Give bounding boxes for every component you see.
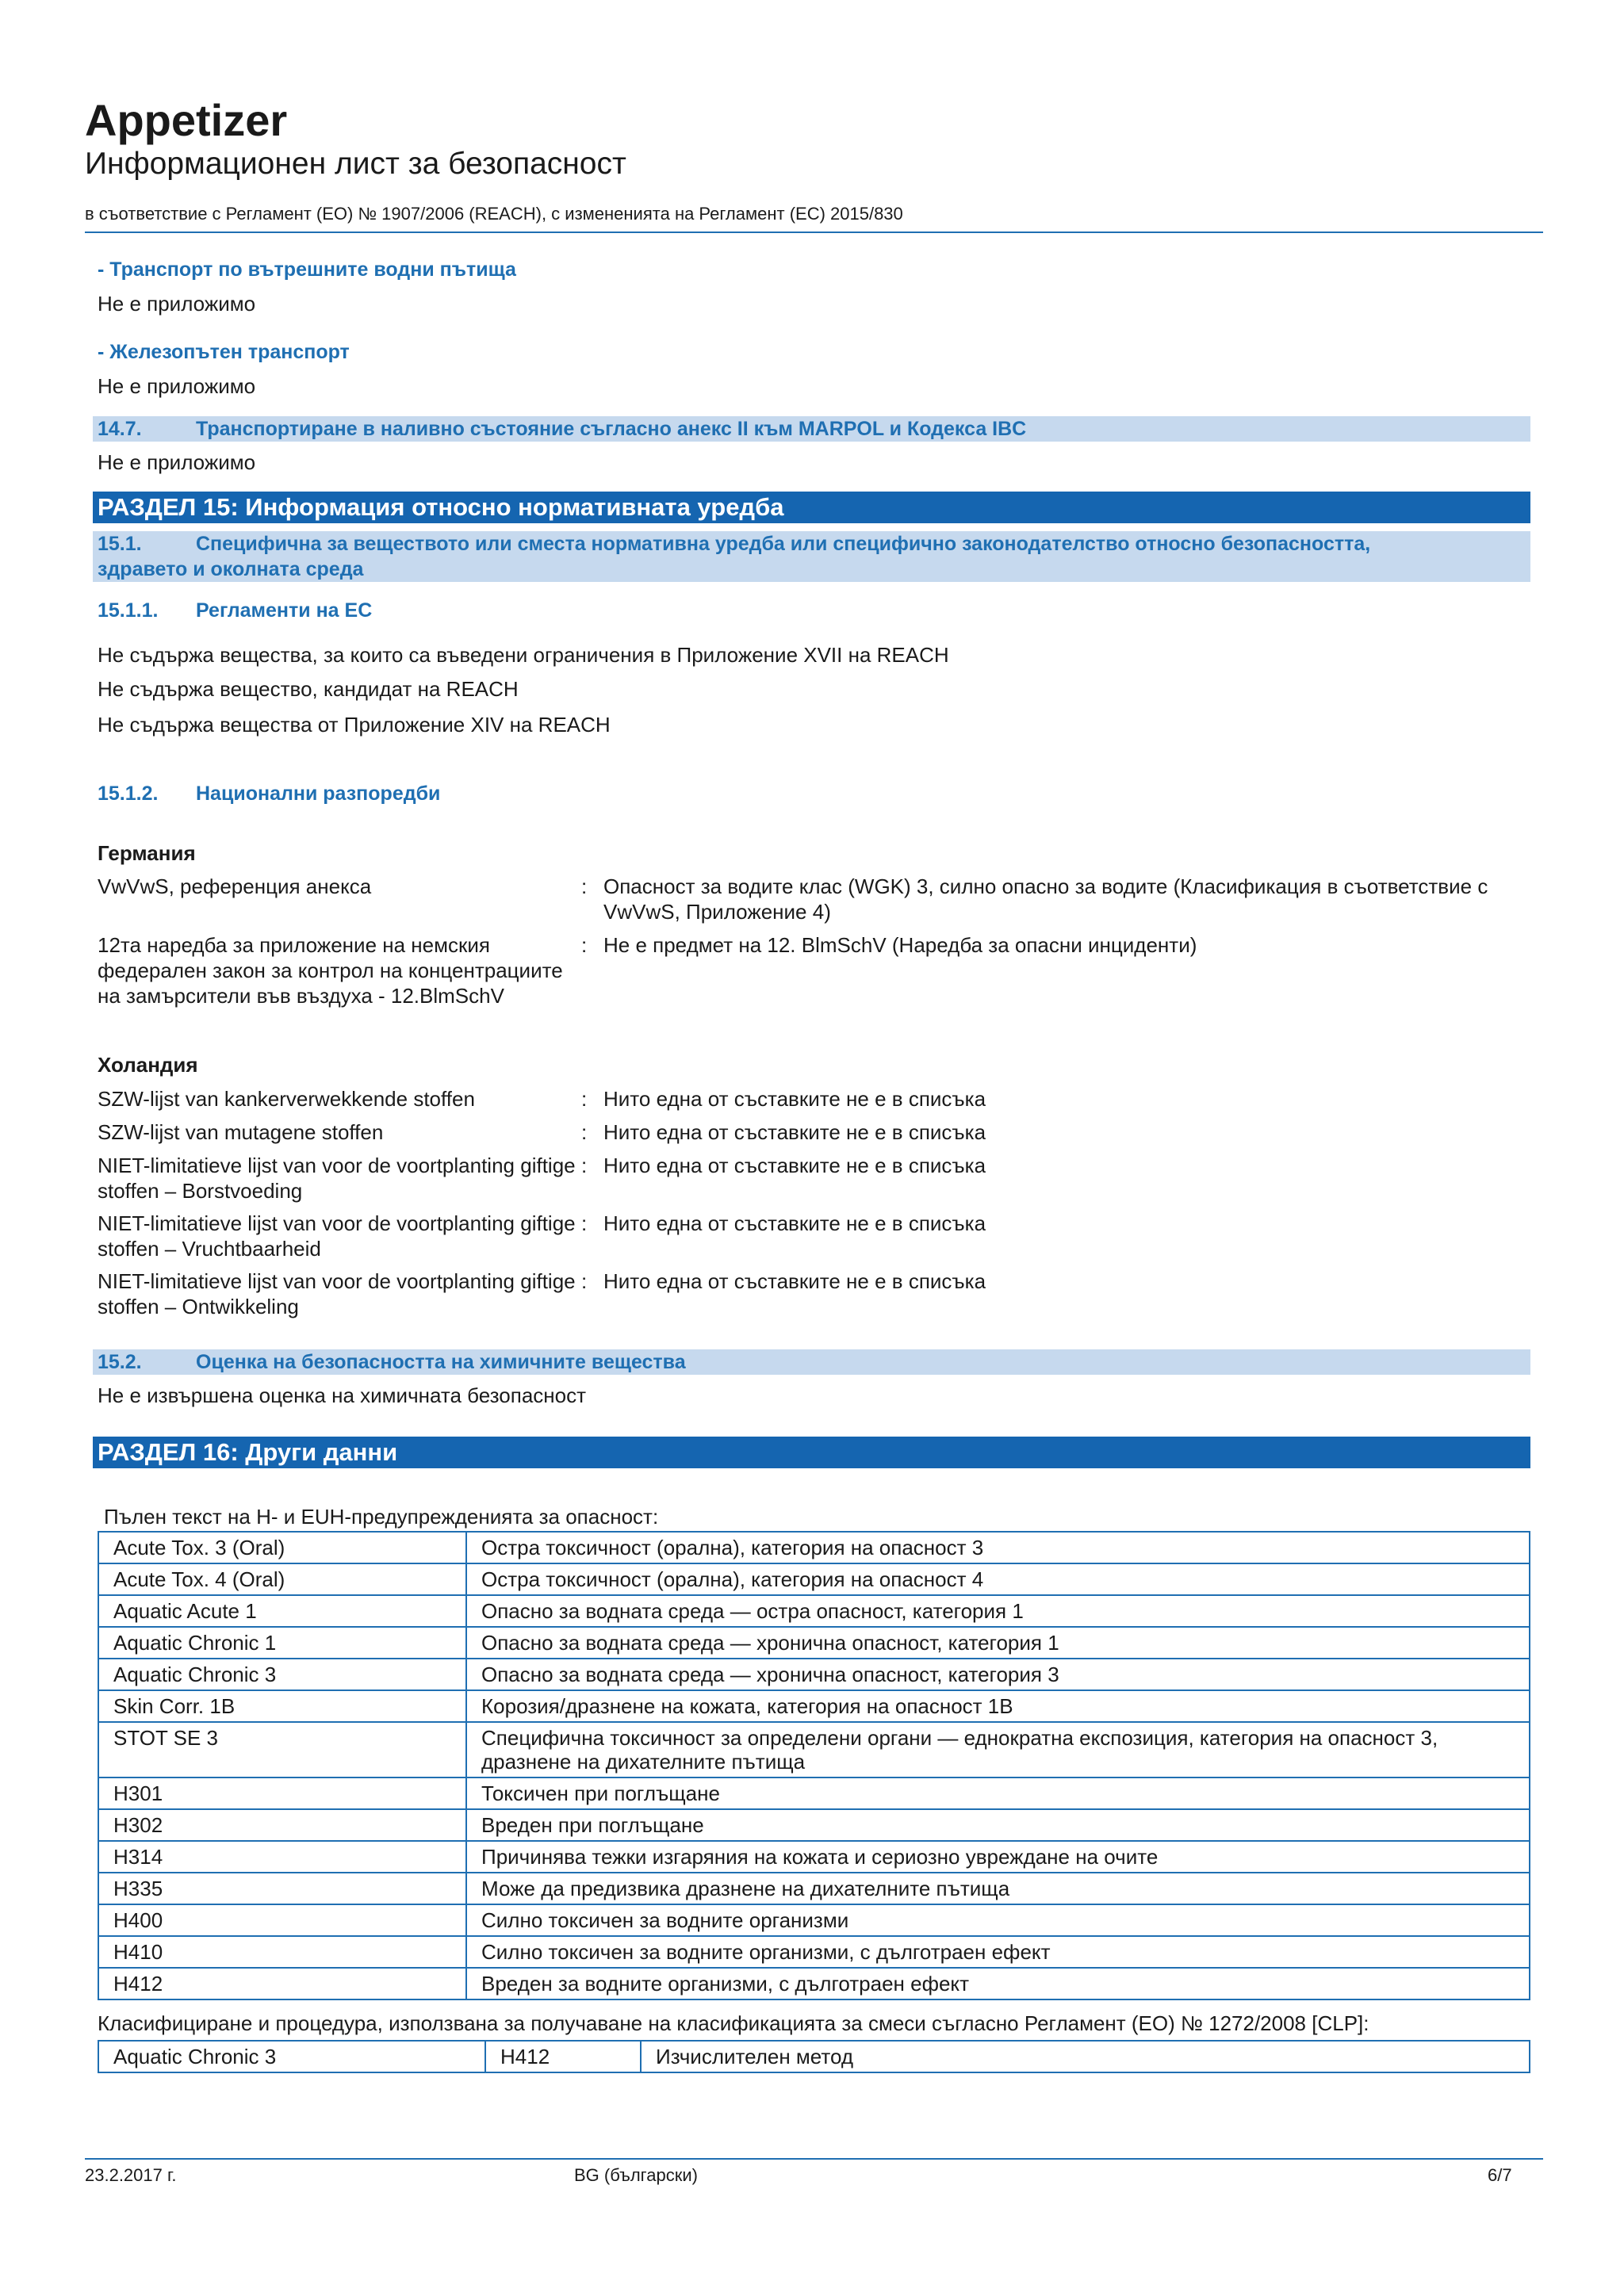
subsection-title-line1: Специфична за веществото или сместа нормативна уредба или специфично законодателство относно безопасността, <box>196 533 1371 555</box>
table-row <box>98 1627 1530 1659</box>
regulation-key: NIET-limitatieve lijst van voor de voortplanting giftige stoffen – Borstvoeding <box>98 1154 576 1203</box>
hazard-text: Специфична токсичност за определени органи — еднократна експозиция, категория на опасност 3, дразнене на дихателните пътища <box>466 1722 1530 1777</box>
hazard-text: Вреден при поглъщане <box>466 1809 1530 1841</box>
hazard-code: Skin Corr. 1B <box>98 1690 466 1722</box>
subsection-title: Транспортиране в наливно състояние съгласно анекс II към MARPOL и Кодекса IBC <box>196 418 1027 440</box>
subsection-14-7-value: Не е приложимо <box>98 450 256 474</box>
hazard-text: Може да предизвика дразнене на дихателните пътища <box>466 1873 1530 1904</box>
header-divider <box>85 232 1543 233</box>
eu-regulation-line: Не съдържа вещества, за които са въведени ограничения в Приложение XVII на REACH <box>98 643 949 667</box>
table-row <box>98 1841 1530 1873</box>
regulation-key: NIET-limitatieve lijst van voor de voortplanting giftige stoffen – Ontwikkeling <box>98 1269 576 1318</box>
hazard-code: H335 <box>98 1873 466 1904</box>
subsection-title: Оценка на безопасността на химичните вещества <box>196 1351 686 1373</box>
regulation-value: Нито една от съставките не е в списъка <box>603 1154 986 1177</box>
table-row <box>98 1904 1530 1936</box>
hazard-text: Токсичен при поглъщане <box>466 1777 1530 1809</box>
h-phrases-table <box>98 1531 1530 2000</box>
hazard-code: Aquatic Chronic 1 <box>98 1627 466 1659</box>
eu-regulation-line: Не съдържа вещества от Приложение XIV на REACH <box>98 713 611 737</box>
section-15-header: РАЗДЕЛ 15: Информация относно нормативната уредба <box>93 492 1530 523</box>
hazard-code: H412 <box>98 1968 466 1999</box>
table-row <box>98 1532 1530 1563</box>
subsection-title-line2: здравето и околната среда <box>98 558 364 580</box>
hazard-code: H314 <box>98 1841 466 1873</box>
table-row <box>98 1722 1530 1777</box>
regulation-value: Нито една от съставките не е в списъка <box>603 1269 986 1293</box>
table-row <box>98 1690 1530 1722</box>
hazard-text: Вреден за водните организми, с дълготраен ефект <box>466 1968 1530 1999</box>
hazard-code: Aquatic Acute 1 <box>98 1595 466 1627</box>
footer-divider <box>85 2158 1543 2160</box>
regulation-value: Нито една от съставките не е в списъка <box>603 1211 986 1235</box>
classification-method: Изчислителен метод <box>641 2041 1530 2072</box>
regulation-note: в съответствие с Регламент (ЕО) № 1907/2006 (REACH), с измененията на Регламент (ЕС) 2015/830 <box>85 204 903 224</box>
hazard-text: Силно токсичен за водните организми <box>466 1904 1530 1936</box>
hazard-text: Остра токсичност (орална), категория на опасност 3 <box>466 1532 1530 1563</box>
colon-separator: : <box>581 1154 588 1177</box>
subsection-title: Регламенти на ЕС <box>196 599 373 622</box>
subsection-14-7-bar <box>93 416 1530 442</box>
hazard-code: H410 <box>98 1936 466 1968</box>
hazard-text: Остра токсичност (орална), категория на опасност 4 <box>466 1563 1530 1595</box>
regulation-value: Опасност за водите клас (WGK) 3, силно опасно за водите (Класификация в съответствие с VwVwS, Приложение 4) <box>603 874 1488 924</box>
subsection-15-2-bar <box>93 1349 1530 1375</box>
table-row <box>98 1968 1530 1999</box>
hazard-text: Опасно за водната среда — остра опасност, категория 1 <box>466 1595 1530 1627</box>
subsection-number: 15.1. <box>98 533 142 555</box>
hazard-code: H302 <box>98 1809 466 1841</box>
table-row <box>98 1659 1530 1690</box>
country-netherlands: Холандия <box>98 1053 198 1077</box>
table-row <box>98 1873 1530 1904</box>
chemical-safety-assessment-value: Не е извършена оценка на химичната безопасност <box>98 1383 587 1407</box>
section-16-header: РАЗДЕЛ 16: Други данни <box>93 1437 1530 1468</box>
regulation-key: VwVwS, референция анекса <box>98 874 372 898</box>
hazard-text: Опасно за водната среда — хронична опасност, категория 1 <box>466 1627 1530 1659</box>
colon-separator: : <box>581 1120 588 1144</box>
table-row <box>98 1809 1530 1841</box>
regulation-value: Нито една от съставките не е в списъка <box>603 1087 986 1111</box>
hazard-text: Корозия/дразнене на кожата, категория на опасност 1B <box>466 1690 1530 1722</box>
hazard-code: H400 <box>98 1904 466 1936</box>
classification-class: Aquatic Chronic 3 <box>98 2041 485 2072</box>
colon-separator: : <box>581 1211 588 1235</box>
document-title: Информационен лист за безопасност <box>85 147 626 181</box>
product-name: Appetizer <box>85 95 288 145</box>
table-row <box>98 1563 1530 1595</box>
eu-regulation-line: Не съдържа вещество, кандидат на REACH <box>98 677 519 701</box>
hazard-code: STOT SE 3 <box>98 1722 466 1777</box>
colon-separator: : <box>581 933 588 957</box>
country-germany: Германия <box>98 841 196 865</box>
regulation-key: SZW-lijst van kankerverwekkende stoffen <box>98 1087 475 1111</box>
subsection-number: 14.7. <box>98 418 142 440</box>
regulation-key: NIET-limitatieve lijst van voor de voortplanting giftige stoffen – Vruchtbaarheid <box>98 1211 576 1261</box>
colon-separator: : <box>581 1087 588 1111</box>
regulation-key: SZW-lijst van mutagene stoffen <box>98 1120 384 1144</box>
subsection-15-1-2-heading <box>98 781 440 806</box>
regulation-value: Нито една от съставките не е в списъка <box>603 1120 986 1144</box>
hazard-code: Acute Tox. 3 (Oral) <box>98 1532 466 1563</box>
footer-language: BG (български) <box>574 2165 698 2185</box>
subsection-title: Национални разпоредби <box>196 783 441 805</box>
subsection-number: 15.1.2. <box>98 783 159 805</box>
table-row <box>98 1595 1530 1627</box>
classification-code: H412 <box>485 2041 641 2072</box>
footer-page-number: 6/7 <box>1488 2165 1512 2185</box>
table-row <box>98 1777 1530 1809</box>
table-row <box>98 1936 1530 1968</box>
subsection-number: 15.2. <box>98 1351 142 1373</box>
subsection-15-1-bar <box>93 531 1530 582</box>
hazard-text: Опасно за водната среда — хронична опасност, категория 3 <box>466 1659 1530 1690</box>
hazard-code: H301 <box>98 1777 466 1809</box>
h-phrases-title: Пълен текст на H- и EUH-предупрежденията за опасност: <box>104 1505 659 1529</box>
footer-date: 23.2.2017 г. <box>85 2165 177 2185</box>
hazard-text: Силно токсичен за водните организми, с дълготраен ефект <box>466 1936 1530 1968</box>
colon-separator: : <box>581 874 588 898</box>
hazard-text: Причинява тежки изгаряния на кожата и сериозно увреждане на очите <box>466 1841 1530 1873</box>
subsection-15-1-1-heading <box>98 598 372 623</box>
subsection-number: 15.1.1. <box>98 599 159 622</box>
colon-separator: : <box>581 1269 588 1293</box>
hazard-code: Aquatic Chronic 3 <box>98 1659 466 1690</box>
hazard-code: Acute Tox. 4 (Oral) <box>98 1563 466 1595</box>
inland-waterways-value: Не е приложимо <box>98 292 256 316</box>
inland-waterways-heading: - Транспорт по вътрешните водни пътища <box>98 258 516 281</box>
classification-table <box>98 2040 1530 2073</box>
rail-transport-heading: - Железопътен транспорт <box>98 341 350 363</box>
table-row <box>98 2041 1530 2072</box>
rail-transport-value: Не е приложимо <box>98 374 256 398</box>
regulation-key: 12та наредба за приложение на немския федерален закон за контрол на концентрациите на замърсители във въздуха - 12.BlmSchV <box>98 933 563 1008</box>
regulation-value: Не е предмет на 12. BlmSchV (Наредба за опасни инциденти) <box>603 933 1197 957</box>
classification-title: Класифициране и процедура, използвана за получаване на класификацията за смеси съгласно Регламент (ЕО) № 1272/2008 [CLP]: <box>98 2011 1369 2035</box>
